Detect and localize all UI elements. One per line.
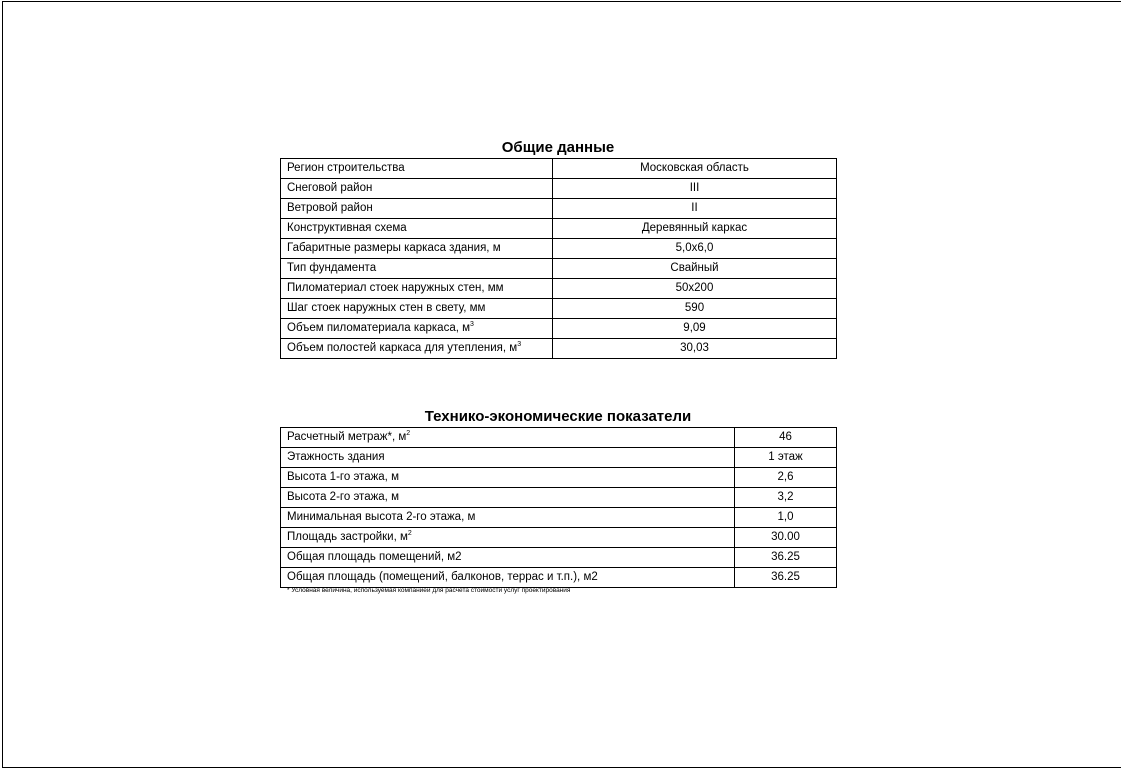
- row-label-cell: [281, 279, 553, 299]
- unit-superscript: 3: [470, 321, 474, 329]
- row-label: Расчетный метраж*, м: [287, 431, 407, 443]
- table-row: [281, 428, 837, 448]
- general-data-title: Общие данные: [501, 139, 615, 156]
- technical-indicators-table-body: [281, 428, 837, 588]
- table-row: [281, 339, 837, 359]
- row-label-cell: [281, 199, 553, 219]
- table-row: [281, 259, 837, 279]
- page-frame: [2, 1, 1121, 768]
- table-row: [281, 528, 837, 548]
- row-label: Габаритные размеры каркаса здания, м: [287, 242, 501, 254]
- row-value: 9,09: [553, 319, 837, 339]
- row-label-cell: [281, 159, 553, 179]
- row-label-cell: [281, 219, 553, 239]
- row-label: Этажность здания: [287, 451, 385, 463]
- general-data-table-body: [281, 159, 837, 359]
- row-label: Высота 1-го этажа, м: [287, 471, 399, 483]
- table-row: [281, 279, 837, 299]
- row-label-cell: [281, 319, 553, 339]
- row-label-cell: [281, 468, 735, 488]
- row-label-cell: [281, 339, 553, 359]
- row-label-cell: [281, 528, 735, 548]
- row-label-cell: [281, 299, 553, 319]
- footnote: * Условная величина, используемая компанией для расчета стоимости услуг проектирования: [287, 587, 571, 594]
- unit-superscript: 3: [517, 341, 522, 349]
- row-value: 5,0х6,0: [553, 239, 837, 259]
- row-label-cell: [281, 428, 735, 448]
- row-label: Высота 2-го этажа, м: [287, 491, 399, 503]
- row-label: Пиломатериал стоек наружных стен, мм: [287, 282, 504, 294]
- table-row: [281, 179, 837, 199]
- row-label-cell: [281, 259, 553, 279]
- general-data-table: [280, 158, 837, 359]
- table-row: [281, 508, 837, 528]
- row-value: II: [553, 199, 837, 219]
- row-value: Деревянный каркас: [553, 219, 837, 239]
- row-value: 30,03: [553, 339, 837, 359]
- row-label-cell: [281, 568, 735, 588]
- row-value: 36.25: [735, 568, 837, 588]
- table-row: [281, 548, 837, 568]
- table-row: [281, 299, 837, 319]
- row-label: Минимальная высота 2-го этажа, м: [287, 511, 476, 523]
- row-value: Московская область: [553, 159, 837, 179]
- row-value: 590: [553, 299, 837, 319]
- row-value: Свайный: [553, 259, 837, 279]
- row-value: 1 этаж: [735, 448, 837, 468]
- table-row: [281, 488, 837, 508]
- table-row: [281, 239, 837, 259]
- unit-superscript: 2: [407, 530, 412, 538]
- row-label: Площадь застройки, м: [287, 531, 408, 543]
- technical-indicators-title: Технико-экономические показатели: [424, 408, 692, 425]
- row-value: 2,6: [735, 468, 837, 488]
- row-value: 3,2: [735, 488, 837, 508]
- table-row: [281, 159, 837, 179]
- row-label: Общая площадь (помещений, балконов, террас и т.п.), м2: [287, 571, 598, 583]
- unit-superscript: 2: [406, 430, 411, 438]
- row-label: Объем пиломатериала каркаса, м: [287, 322, 471, 334]
- row-label-cell: [281, 239, 553, 259]
- row-label-cell: [281, 508, 735, 528]
- row-value: 36.25: [735, 548, 837, 568]
- table-row: [281, 568, 837, 588]
- row-label: Ветровой район: [287, 202, 373, 214]
- row-value: 1,0: [735, 508, 837, 528]
- row-value: 50х200: [553, 279, 837, 299]
- technical-indicators-table: [280, 427, 837, 588]
- row-label: Общая площадь помещений, м2: [287, 551, 462, 563]
- row-value: III: [553, 179, 837, 199]
- row-label-cell: [281, 488, 735, 508]
- row-label-cell: [281, 548, 735, 568]
- row-value: 46: [735, 428, 837, 448]
- row-label: Объем полостей каркаса для утепления, м: [287, 342, 518, 354]
- row-label: Конструктивная схема: [287, 222, 407, 234]
- row-label-cell: [281, 448, 735, 468]
- table-row: [281, 448, 837, 468]
- row-label: Шаг стоек наружных стен в свету, мм: [287, 302, 486, 314]
- row-label: Регион строительства: [287, 162, 405, 174]
- table-row: [281, 219, 837, 239]
- table-row: [281, 319, 837, 339]
- row-label: Тип фундамента: [287, 262, 377, 274]
- table-row: [281, 468, 837, 488]
- row-value: 30.00: [735, 528, 837, 548]
- row-label: Снеговой район: [287, 182, 373, 194]
- table-row: [281, 199, 837, 219]
- row-label-cell: [281, 179, 553, 199]
